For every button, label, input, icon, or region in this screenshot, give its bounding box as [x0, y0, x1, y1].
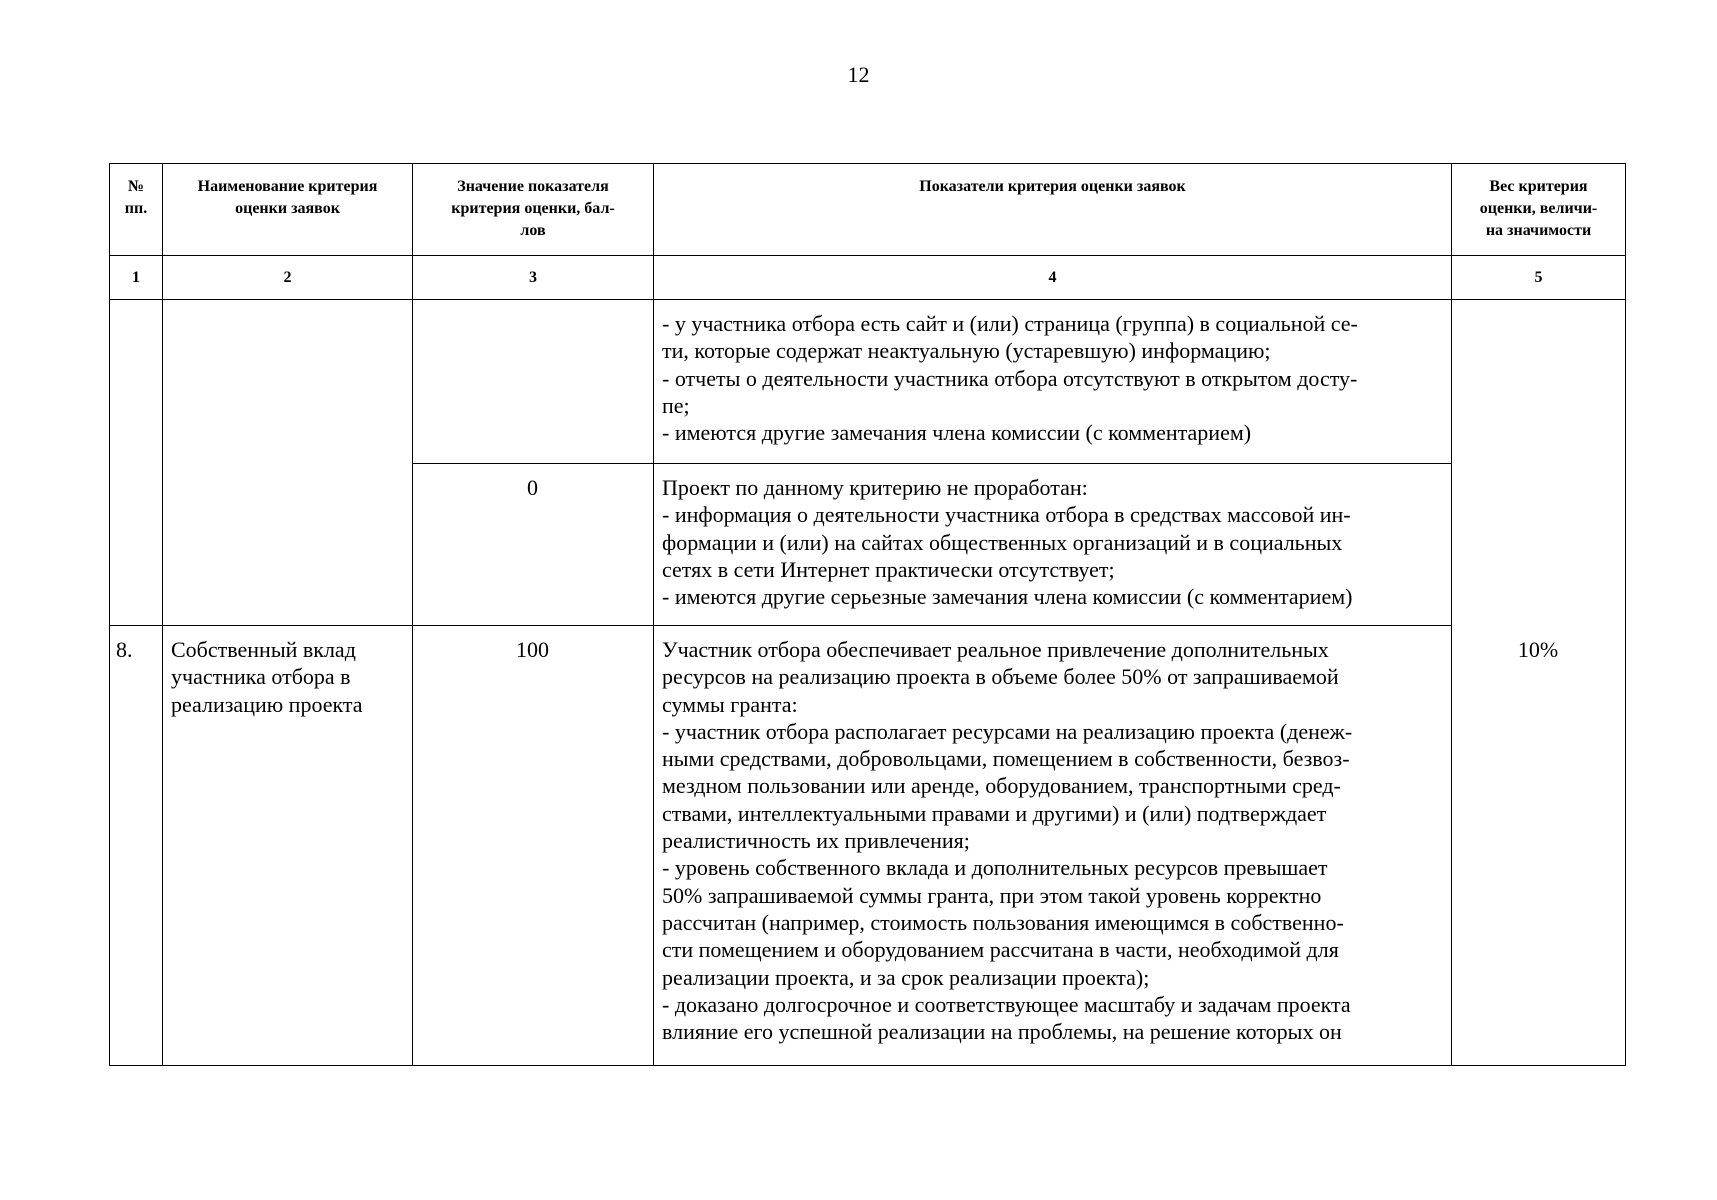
row-score-cell: 0 — [413, 464, 654, 626]
row-indicators-cell: Участник отбора обеспечивает реальное привлечение дополнительных ресурсов на реализацию проекта в объеме более 50% от запрашиваемой суммы гранта: - участник отбора располагает ресурсами на реализацию проекта (денеж- ными средствами, добровольцами, помещением в собственности, безвоз- мездном пользовании или аренде, оборудованием, транспортными сред- ствами, интеллектуальными правами и другими) и (или) подтверждает реалистичность их привлечения; - уровень собственного вклада и дополнительных ресурсов превышает 50% запрашиваемой суммы гранта, при этом такой уровень корректно рассчитан (например, стоимость пользования имеющимся в собственно- сти помещением и оборудованием рассчитана в части, необходимой для реализации проекта, и за срок реализации проекта); - доказано долгосрочное и соответствующее масштабу и задачам проекта влияние его успешной реализации на проблемы, на решение которых он — [654, 626, 1452, 1066]
column-number: 2 — [163, 256, 413, 300]
row-num-cell — [110, 300, 163, 626]
header-num: № пп. — [110, 164, 163, 256]
column-number-row — [110, 256, 1626, 300]
header-criterion-name: Наименование критерия оценки заявок — [163, 164, 413, 256]
header-row — [110, 164, 1626, 256]
row-num-cell: 8. — [110, 626, 163, 1066]
header-weight: Вес критерия оценки, величи- на значимости — [1452, 164, 1626, 256]
header-score-value: Значение показателя критерия оценки, бал- лов — [413, 164, 654, 256]
page-number: 12 — [847, 62, 870, 87]
row-weight-cell: 10% — [1452, 300, 1626, 1066]
column-number: 1 — [110, 256, 163, 300]
row-score-cell — [413, 300, 654, 464]
header-indicators: Показатели критерия оценки заявок — [654, 164, 1452, 256]
row-indicators-cell: Проект по данному критерию не проработан: - информация о деятельности участника отбора в средствах массовой ин- формации и (или) на сайтах общественных организаций и в социальных сетях в сети Интернет практически отсутствует; - имеются другие серьезные замечания члена комиссии (с комментарием) — [654, 464, 1452, 626]
column-number: 5 — [1452, 256, 1626, 300]
row-name-cell — [163, 300, 413, 626]
row-indicators-cell: - у участника отбора есть сайт и (или) страница (группа) в социальной се- ти, которые содержат неактуальную (устаревшую) информацию; - отчеты о деятельности участника отбора отсутствуют в открытом досту- пе; - имеются другие замечания члена комиссии (с комментарием) — [654, 300, 1452, 464]
table-row — [110, 300, 1626, 464]
criteria-table — [109, 163, 1626, 1066]
column-number: 4 — [654, 256, 1452, 300]
table-row — [110, 626, 1626, 1066]
row-score-cell: 100 — [413, 626, 654, 1066]
column-number: 3 — [413, 256, 654, 300]
row-name-cell: Собственный вклад участника отбора в реализацию проекта — [163, 626, 413, 1066]
